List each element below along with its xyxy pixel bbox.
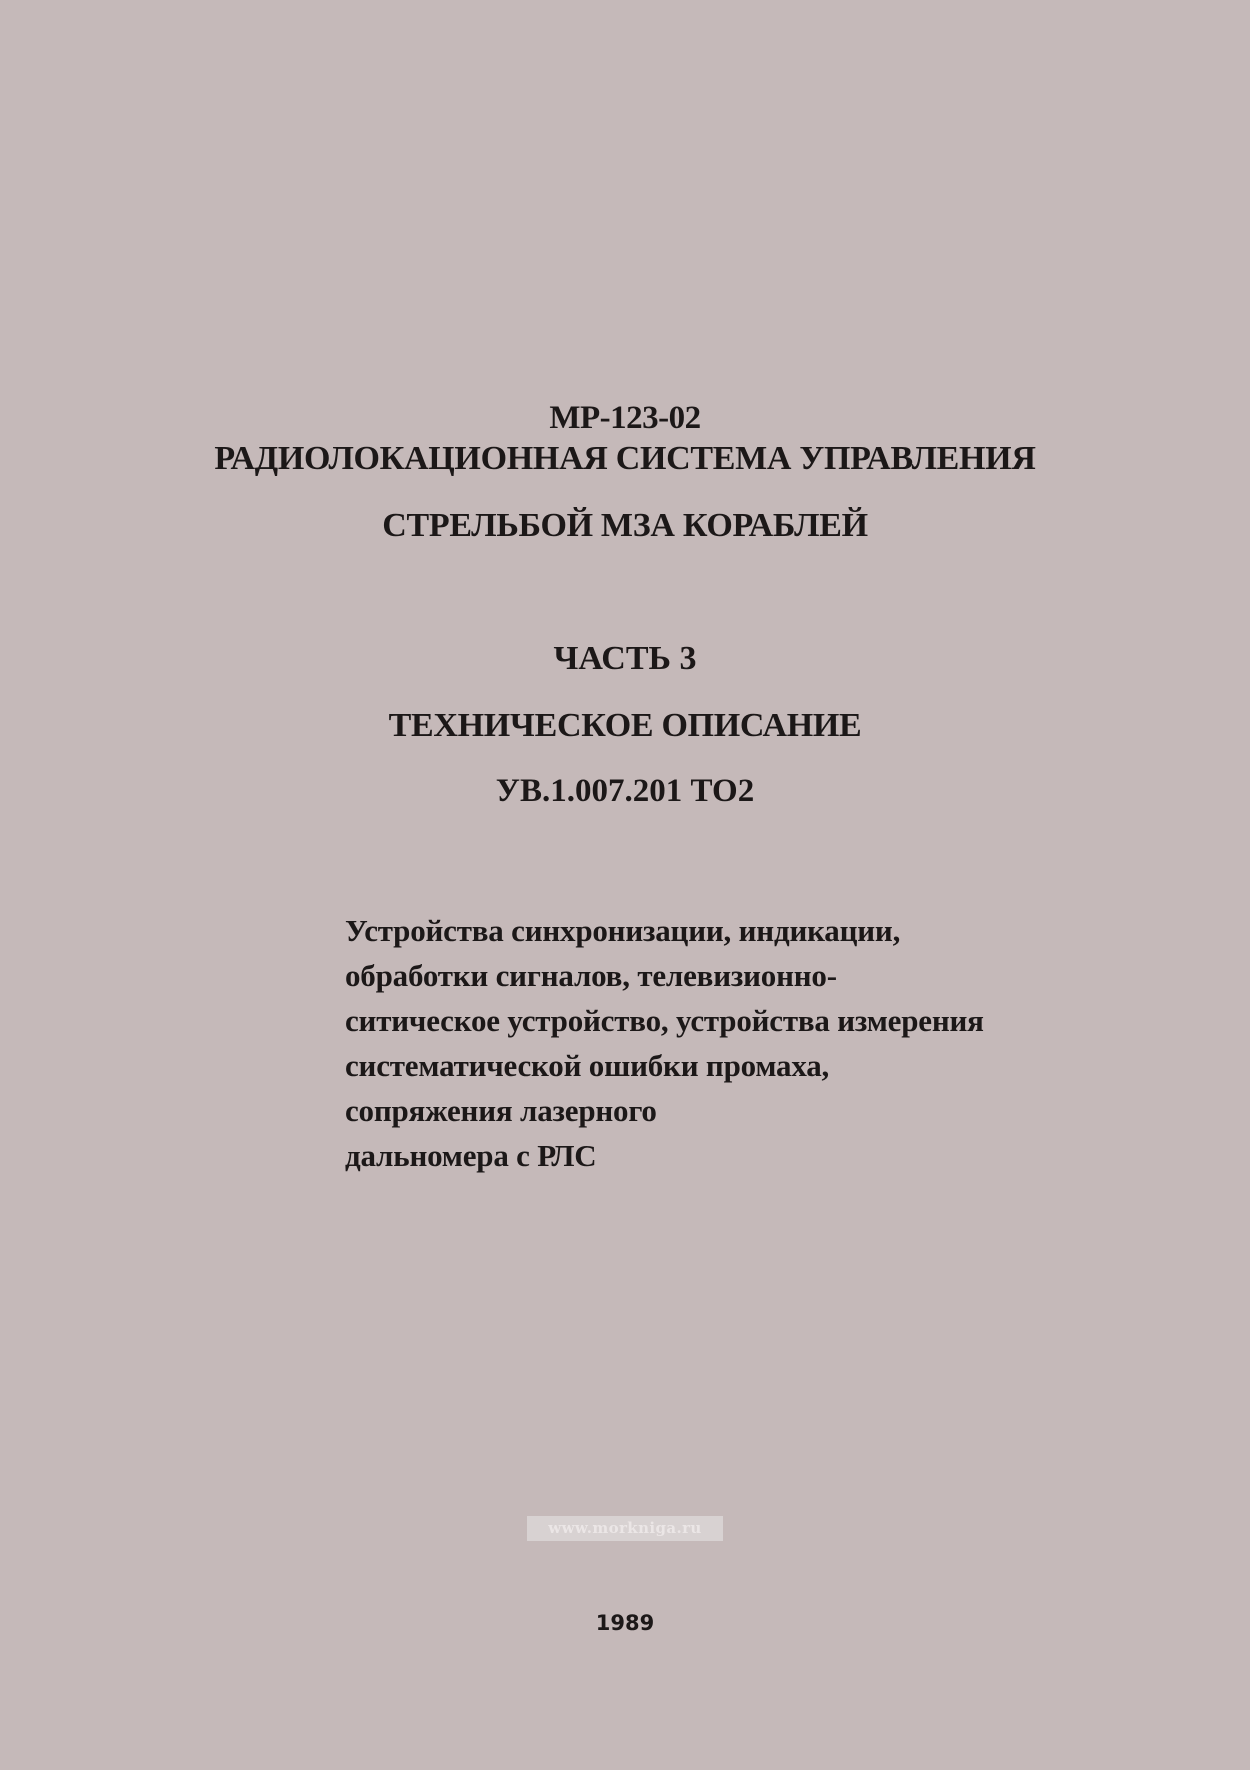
document-subject-line: сопряжения лазерного — [345, 1093, 657, 1128]
document-title-line-1: РАДИОЛОКАЦИОННАЯ СИСТЕМА УПРАВЛЕНИЯ — [214, 440, 1036, 477]
document-subject-line: ситическое устройство, устройства измерения — [345, 1003, 984, 1038]
document-part: ЧАСТЬ 3 — [553, 640, 697, 677]
document-subject — [345, 908, 1105, 1178]
document-subject-line: обработки сигналов, телевизионно- — [345, 958, 837, 993]
document-title-line-2: СТРЕЛЬБОЙ МЗА КОРАБЛЕЙ — [382, 507, 868, 544]
document-type: ТЕХНИЧЕСКОЕ ОПИСАНИЕ — [388, 707, 862, 744]
document-subject-line: систематической ошибки промаха, — [345, 1048, 830, 1083]
publication-year: 1989 — [595, 1611, 655, 1635]
document-code: УВ.1.007.201 ТО2 — [495, 773, 755, 809]
document-model: МР-123-02 — [549, 400, 701, 437]
website-watermark: www.morkniga.ru — [527, 1516, 723, 1541]
document-subject-line: Устройства синхронизации, индикации, — [345, 913, 901, 948]
document-subject-line: дальномера с РЛС — [345, 1138, 597, 1173]
